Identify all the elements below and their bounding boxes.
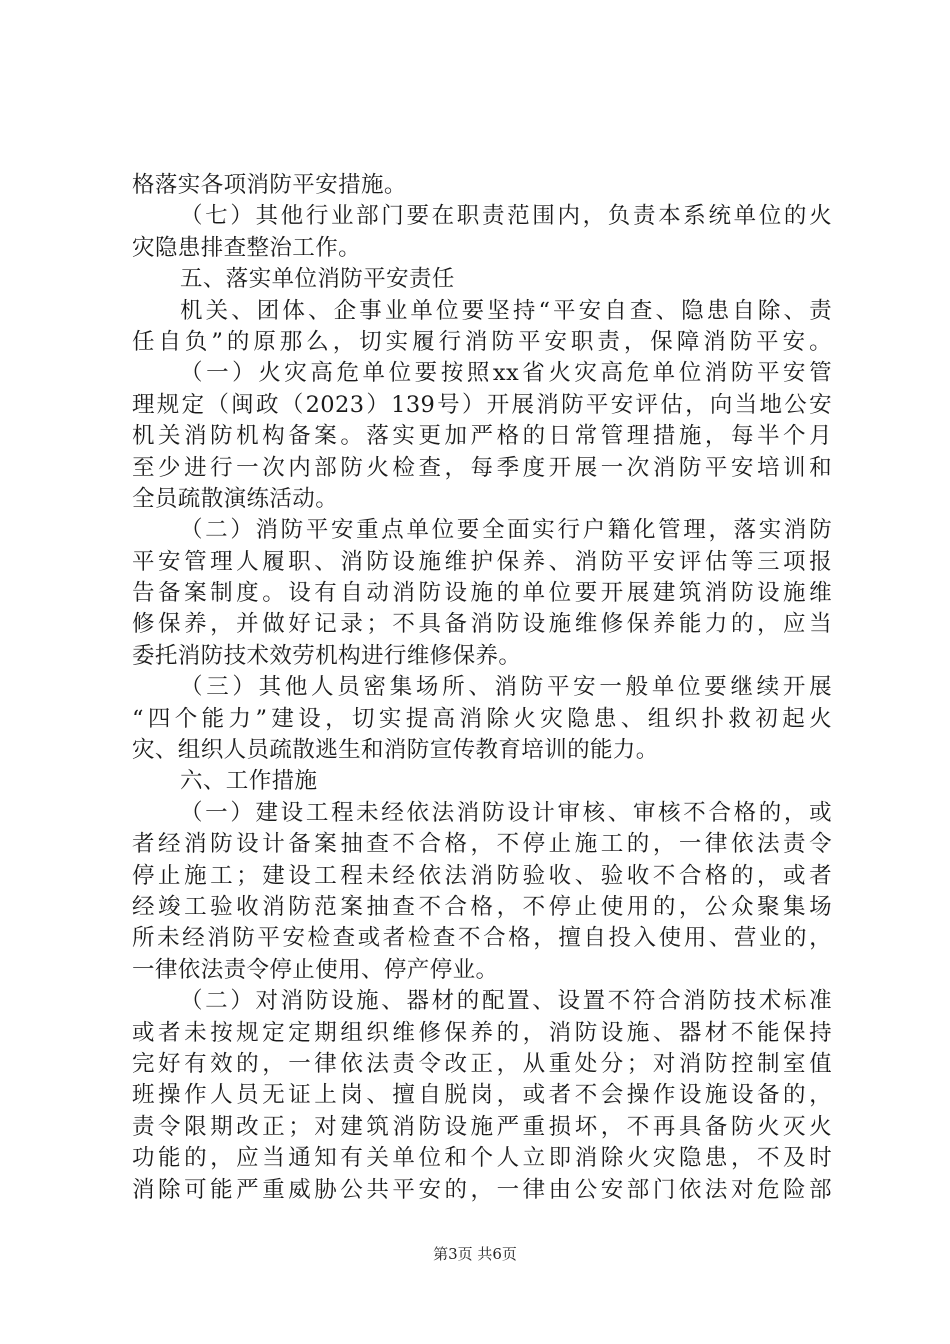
page-footer: 第3页 共6页: [433, 1245, 517, 1263]
text-line: 灾、组织人员疏散逃生和消防宣传教育培训的能力。: [132, 737, 659, 764]
text-line: 灾隐患排查整治工作。: [132, 234, 362, 261]
text-line: 委托消防技术效劳机构进行维修保养。: [132, 642, 522, 669]
text-line: 者经消防设计备案抽查不合格，不停止施工的，一律依法责令: [132, 831, 832, 858]
text-line: 至少进行一次内部防火检查，每季度开展一次消防平安培训和: [132, 454, 832, 481]
text-line: 平安管理人履职、消防设施维护保养、消防平安评估等三项报: [132, 548, 832, 575]
text-line: 完好有效的，一律依法责令改正，从重处分；对消防控制室值: [132, 1050, 832, 1077]
text-line: （三）其他人员密集场所、消防平安一般单位要继续开展: [180, 674, 832, 701]
text-line: 机关、团体、企事业单位要坚持“平安自查、隐患自除、责: [180, 297, 832, 324]
text-line: （二）消防平安重点单位要全面实行户籍化管理，落实消防: [180, 517, 832, 544]
text-line: 功能的，应当通知有关单位和个人立即消除火灾隐患，不及时: [132, 1145, 832, 1172]
text-line: 消除可能严重威胁公共平安的，一律由公安部门依法对危险部: [132, 1176, 832, 1203]
text-line: 班操作人员无证上岗、擅自脱岗，或者不会操作设施设备的，: [132, 1082, 832, 1109]
text-line: 理规定（闽政（2023）139号）开展消防平安评估，向当地公安: [132, 391, 832, 418]
text-line: 格落实各项消防平安措施。: [132, 172, 407, 198]
text-line: （一）火灾高危单位要按照xx省火灾高危单位消防平安管: [180, 360, 832, 387]
text-line: 所未经消防平安检查或者检查不合格，擅自投入使用、营业的，: [132, 925, 832, 952]
text-line: 任自负”的原那么，切实履行消防平安职责，保障消防平安。: [132, 328, 832, 355]
text-line: （七）其他行业部门要在职责范围内，负责本系统单位的火: [180, 203, 832, 230]
text-line: 经竣工验收消防范案抽查不合格，不停止使用的，公众聚集场: [132, 893, 832, 920]
text-line: （一）建设工程未经依法消防设计审核、审核不合格的，或: [180, 799, 832, 826]
text-line: 修保养，并做好记录；不具备消防设施维修保养能力的，应当: [132, 611, 832, 638]
text-line: 告备案制度。设有自动消防设施的单位要开展建筑消防设施维: [132, 580, 832, 607]
text-line: 机关消防机构备案。落实更加严格的日常管理措施，每半个月: [132, 423, 832, 450]
text-line: 停止施工；建设工程未经依法消防验收、验收不合格的，或者: [132, 862, 832, 889]
section-heading: 六、工作措施: [180, 768, 318, 795]
text-line: 全员疏散演练活动。: [132, 485, 339, 512]
text-line: 或者未按规定定期组织维修保养的，消防设施、器材不能保持: [132, 1019, 832, 1046]
text-line: 责令限期改正；对建筑消防设施严重损坏，不再具备防火灭火: [132, 1113, 832, 1140]
text-line: （二）对消防设施、器材的配置、设置不符合消防技术标准: [180, 988, 832, 1015]
document-body: [132, 170, 832, 1206]
text-line: 一律依法责令停止使用、停产停业。: [132, 956, 499, 983]
section-heading: 五、落实单位消防平安责任: [180, 266, 455, 293]
text-line: “四个能力”建设，切实提高消除火灾隐患、组织扑救初起火: [132, 705, 832, 732]
